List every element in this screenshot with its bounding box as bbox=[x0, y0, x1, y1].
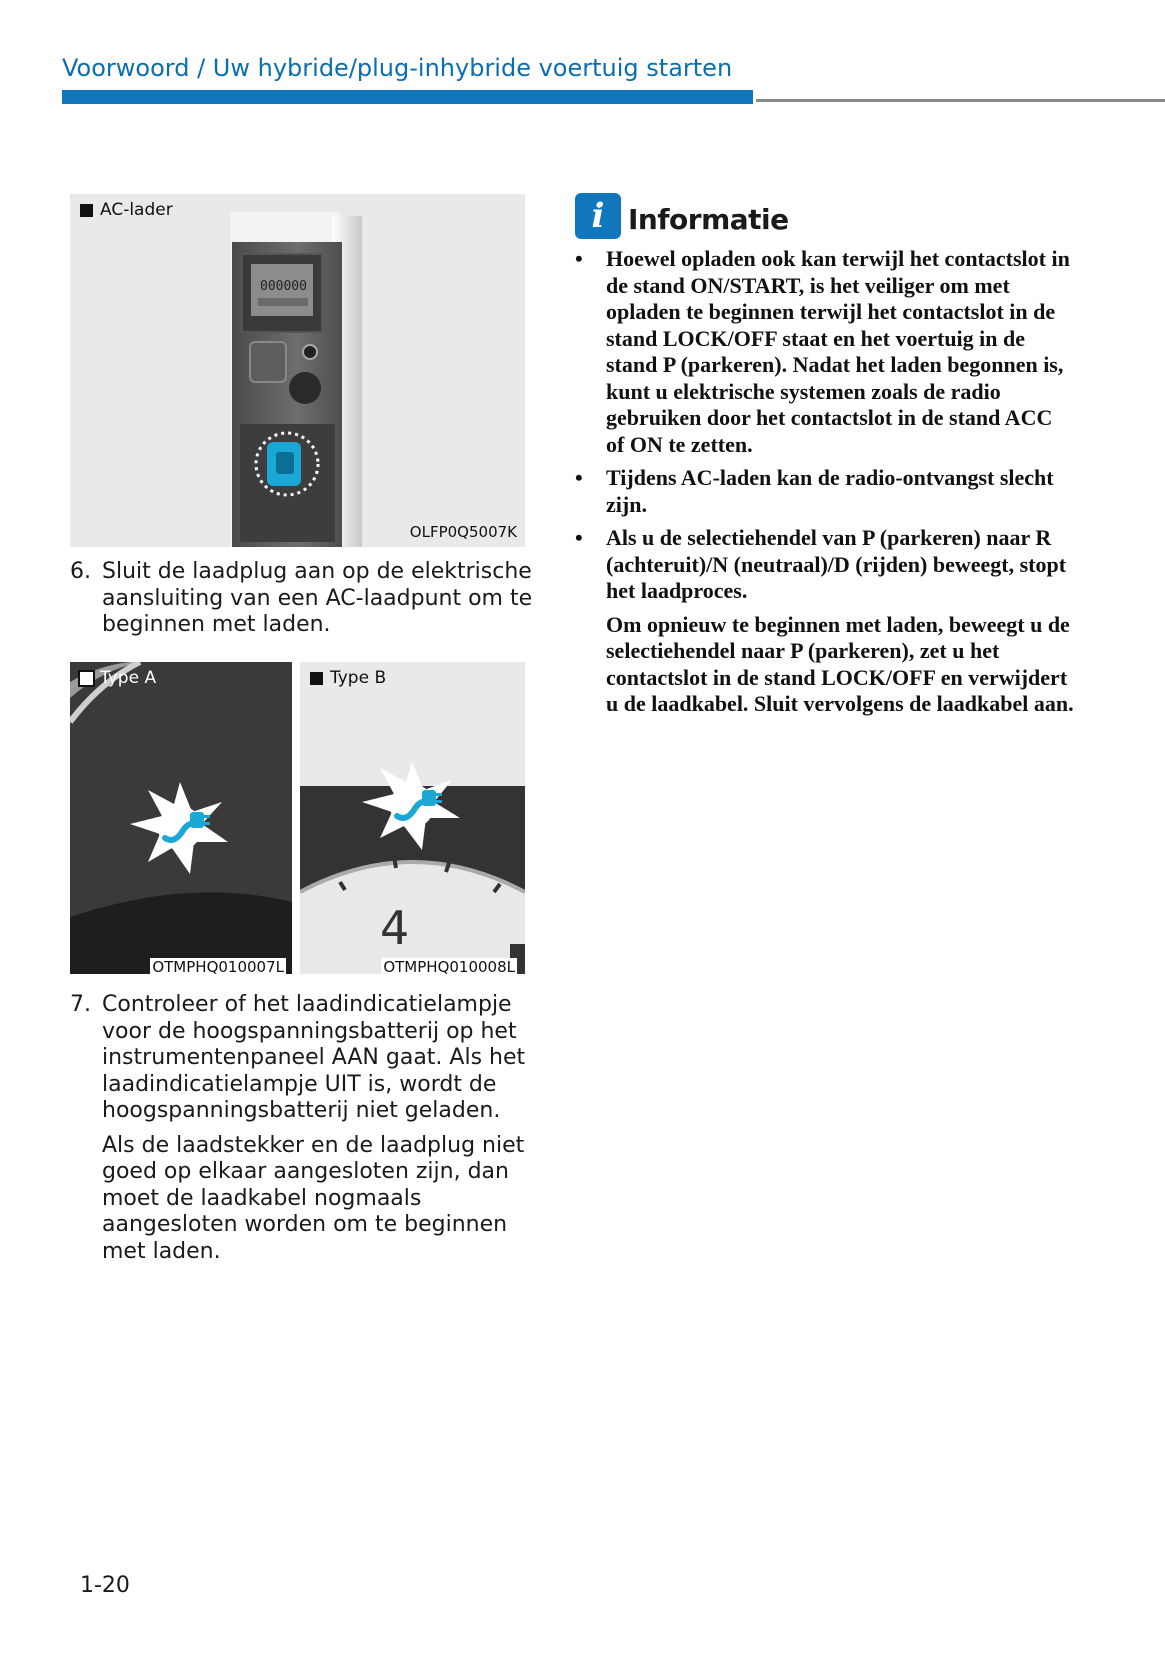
type-b-label-text: Type B bbox=[330, 668, 387, 688]
ac-charger-label-text: AC-lader bbox=[100, 200, 173, 220]
step-number: 6. bbox=[70, 559, 91, 584]
info-item bbox=[575, 465, 1075, 518]
section-header-title: Voorwoord / Uw hybride/plug-inhybride voertuig starten bbox=[62, 54, 733, 82]
ac-charger-figure bbox=[70, 194, 525, 547]
figure-code: OTMPHQ010007L bbox=[152, 958, 284, 974]
info-item-text: Als u de selectiehendel van P (parkeren) naar R (achteruit)/N (neutraal)/D (rijden) beweegt, stopt het laadproces. bbox=[606, 525, 1067, 603]
step-text: Sluit de laadplug aan op de elektrische aansluiting van een AC-laadpunt om te beginnen met laden. bbox=[102, 559, 533, 637]
info-item-text: Tijdens AC-laden kan de radio-ontvangst slecht zijn. bbox=[606, 465, 1054, 517]
bullet: • bbox=[575, 246, 583, 271]
info-item-text: Hoewel opladen ook kan terwijl het contactslot in de stand ON/START, is het veiliger om met opladen te beginnen terwijl het contactslot in de stand LOCK/OFF staat en het voertuig in de stand P (parkeren). Nadat het laden begonnen is, kunt u elektrische systemen zoals de radio gebruiken door het contactslot in de stand ACC of ON te zetten. bbox=[606, 246, 1070, 457]
type-a-cluster-illustration bbox=[70, 662, 292, 974]
info-icon: i bbox=[575, 193, 621, 239]
gauge-digit: 4 bbox=[380, 901, 410, 955]
step-text-2: Als de laadstekker en de laadplug niet goed op elkaar aangesloten zijn, dan moet de laadkabel nogmaals aangesloten worden om te beginnen met laden. bbox=[102, 1132, 525, 1264]
info-title: Informatie bbox=[628, 203, 789, 236]
figure-code: OLFP0Q5007K bbox=[409, 523, 517, 541]
type-b-label bbox=[310, 668, 386, 688]
svg-text:000000: 000000 bbox=[260, 279, 307, 294]
label-square-icon bbox=[80, 672, 93, 685]
step-7 bbox=[70, 992, 540, 1265]
type-b-cluster-illustration bbox=[300, 662, 525, 974]
info-item-extra-text: Om opnieuw te beginnen met laden, beweegt u de selectiehendel naar P (parkeren), zet u het contactslot in de stand LOCK/OFF en verwijdert u de laadkabel. Sluit vervolgens de laadkabel aan. bbox=[606, 611, 1074, 716]
info-item bbox=[575, 246, 1075, 458]
bullet: • bbox=[575, 465, 583, 490]
ac-charger-illustration bbox=[70, 194, 525, 547]
type-b-figure bbox=[300, 662, 525, 974]
step-6 bbox=[70, 559, 540, 639]
step-text: Controleer of het laadindicatielampje voor de hoogspanningsbatterij op het instrumentenpaneel AAN gaat. Als het laadindicatielampje UIT is, wordt de hoogspanningsbatterij niet geladen. bbox=[102, 992, 526, 1123]
type-a-figure bbox=[70, 662, 292, 974]
ac-charger-label bbox=[80, 200, 173, 220]
info-item bbox=[575, 525, 1075, 718]
step-number: 7. bbox=[70, 992, 91, 1017]
type-a-label-text: Type A bbox=[100, 668, 157, 688]
label-square-icon bbox=[310, 672, 323, 685]
page-number: 1-20 bbox=[80, 1573, 130, 1598]
figure-code: OTMPHQ010008L bbox=[383, 958, 515, 974]
label-square-icon bbox=[80, 204, 93, 217]
header-rule-gray bbox=[756, 99, 1165, 102]
header-rule-blue bbox=[62, 90, 753, 104]
info-list bbox=[575, 246, 1075, 725]
type-a-label bbox=[80, 668, 156, 688]
bullet: • bbox=[575, 525, 583, 550]
